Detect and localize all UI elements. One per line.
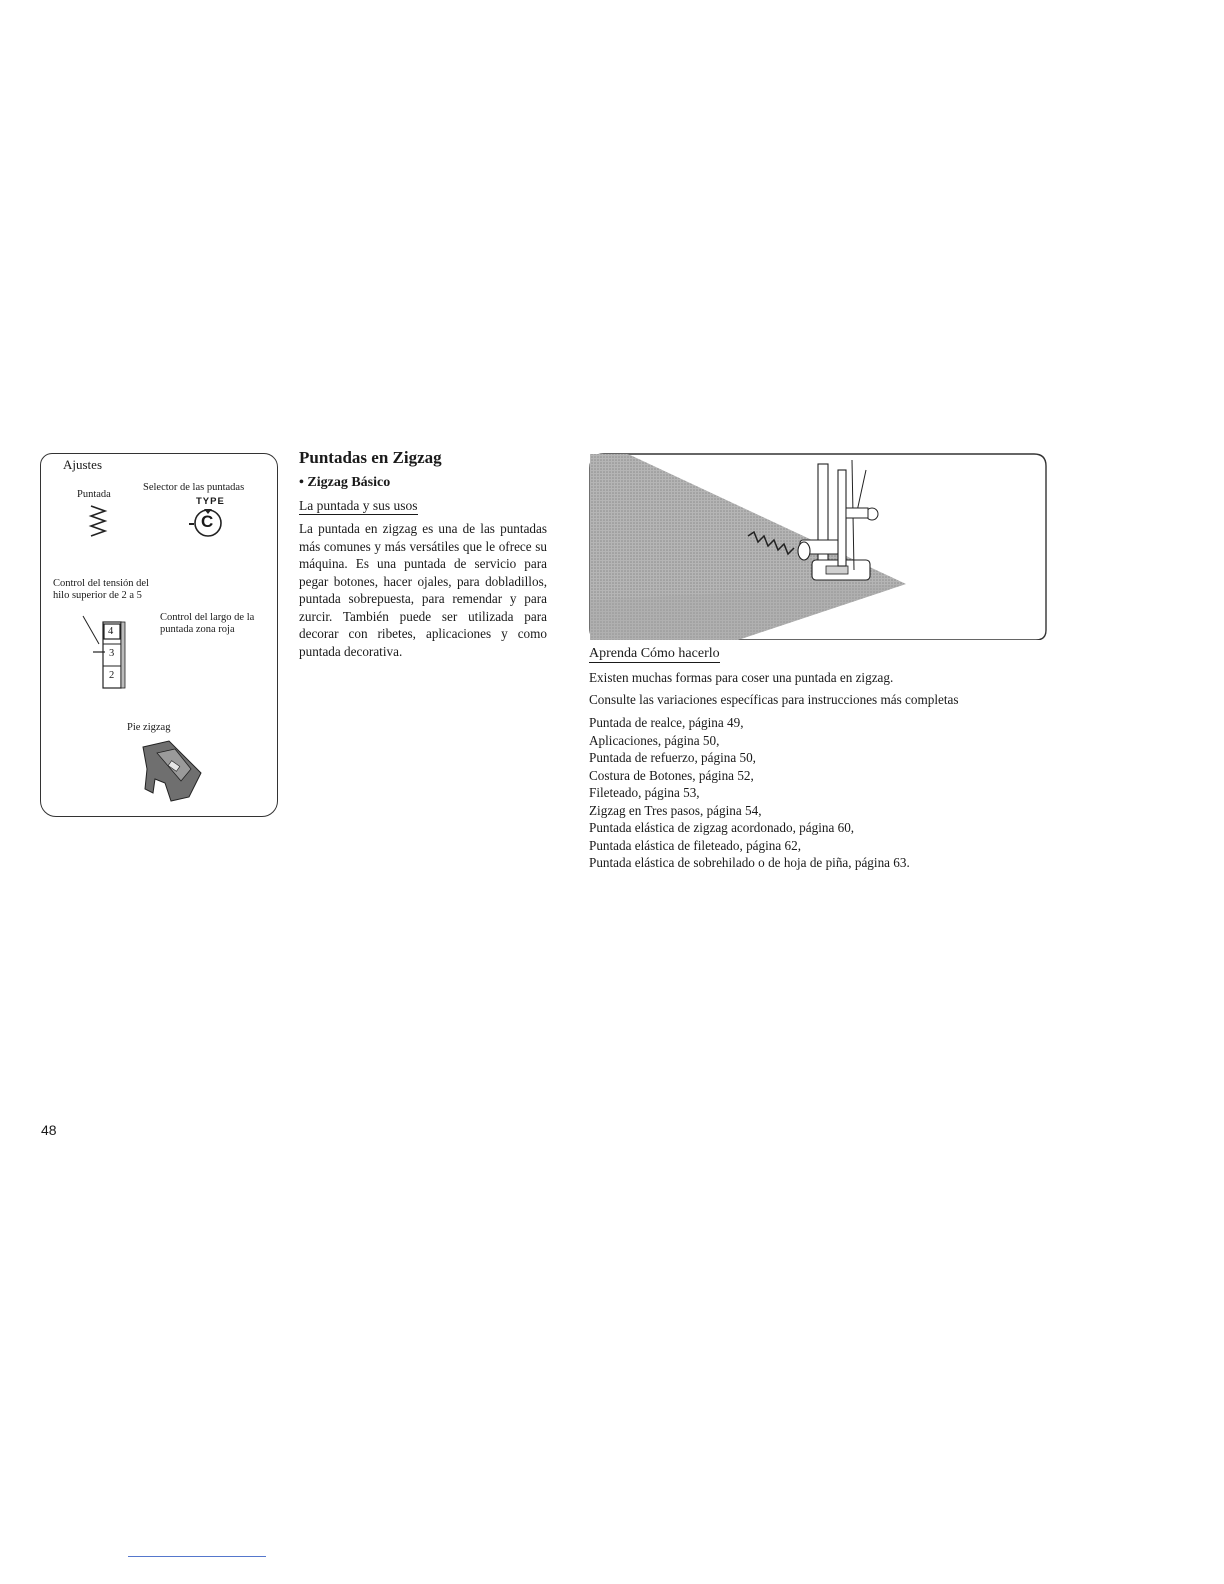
reference-item: Fileteado, página 53, xyxy=(589,785,700,800)
reference-item: Costura de Botones, página 52, xyxy=(589,767,754,783)
section-subtitle: • Zigzag Básico xyxy=(299,475,391,490)
uses-title-wrap xyxy=(299,498,418,514)
settings-panel xyxy=(40,453,278,817)
reference-item: Puntada de realce, página 49, xyxy=(589,715,744,730)
learn-intro-line: Existen muchas formas para coser una puntada en zigzag. xyxy=(589,670,894,685)
zigzag-foot-icon xyxy=(135,739,211,805)
reference-list xyxy=(589,714,910,872)
reference-item: Puntada de refuerzo, página 50, xyxy=(589,750,756,765)
reference-item: Puntada elástica de zigzag acordonado, página 60, xyxy=(589,820,855,835)
sewing-zigzag-illustration xyxy=(588,450,1048,640)
stitch-label: Puntada xyxy=(77,489,111,500)
learn-note-line: Consulte las variaciones específicas para instrucciones más completas xyxy=(589,692,959,707)
tension-value-4: 4 xyxy=(108,626,114,637)
footer-rule xyxy=(128,1556,266,1557)
learn-title-wrap xyxy=(589,646,720,662)
section-title: Puntadas en Zigzag xyxy=(299,448,442,467)
zigzag-stitch-icon xyxy=(87,504,111,542)
zigzag-foot-label: Pie zigzag xyxy=(127,722,171,733)
tension-control-label: Control del tensión del hilo superior de 2 a 5 xyxy=(53,578,149,601)
tension-value-2: 2 xyxy=(109,670,115,681)
reference-item: Puntada elástica de fileteado, página 62, xyxy=(589,837,802,853)
stitch-length-label: Control del largo de la puntada zona roja xyxy=(160,612,255,635)
reference-item: Aplicaciones, página 50, xyxy=(589,732,720,748)
reference-item: Zigzag en Tres pasos, página 54, xyxy=(589,802,762,818)
type-letter: C xyxy=(201,512,214,531)
page-number: 48 xyxy=(41,1122,57,1138)
uses-title: La puntada y sus usos xyxy=(299,498,418,513)
learn-title: Aprenda Cómo hacerlo xyxy=(589,646,720,661)
type-label: TYPE xyxy=(196,496,225,507)
settings-title: Ajustes xyxy=(63,457,102,472)
uses-description: La puntada en zigzag es una de las puntadas más comunes y más versátiles que le ofrece su máquina. Es una puntada de servicio para pegar botones, hacer ojales, para dobladillos, puntada sobrepuesta, para remendar y para zurcir. También puede ser utilizada para decorar con ribetes, aplicaciones y como puntada decorativa. xyxy=(299,521,547,659)
stitch-selector-label: Selector de las puntadas xyxy=(143,482,245,493)
tension-value-3: 3 xyxy=(109,648,115,659)
reference-item: Puntada elástica de sobrehilado o de hoja de piña, página 63. xyxy=(589,855,910,870)
